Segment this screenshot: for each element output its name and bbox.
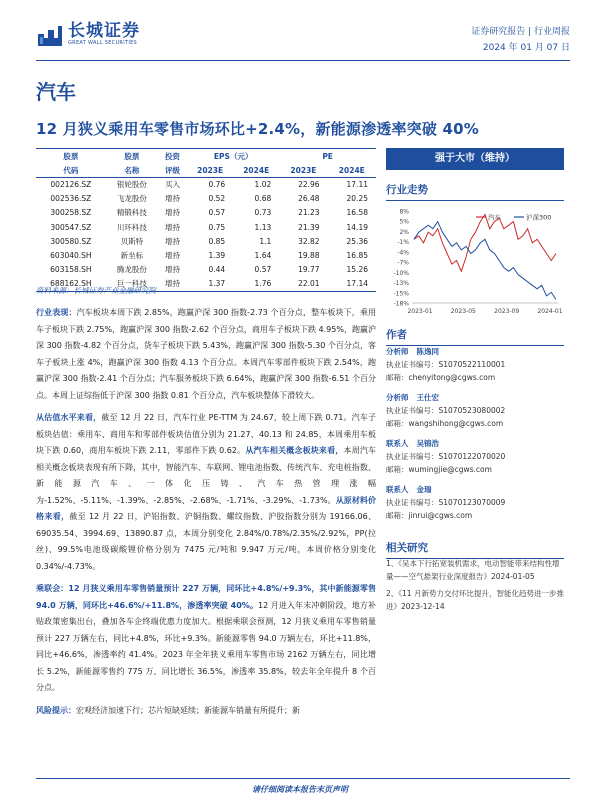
- col-header: 股票: [36, 149, 106, 164]
- rating-badge: 强于大市（维持）: [386, 148, 564, 170]
- author-cert: 执业证书编号：S1070522110001: [386, 360, 506, 369]
- paragraph-risk: [36, 703, 376, 720]
- stock-recommendation-table: [36, 148, 376, 292]
- industry-trend-chart: [386, 205, 564, 320]
- author-cert: 执业证书编号：S1070523080002: [386, 406, 506, 415]
- col-header: 2024E: [233, 163, 279, 178]
- y-tick-label: 8%: [399, 208, 409, 216]
- report-date: 2024 年 01 月 07 日: [482, 43, 570, 53]
- author-name: 吴锦浩: [416, 439, 439, 448]
- author-role: 联系人: [386, 485, 409, 494]
- author-role-line: [386, 483, 564, 496]
- y-tick-label: -13%: [393, 280, 409, 288]
- table-cell: 002536.SZ: [50, 194, 92, 204]
- x-tick-label: 2023-05: [450, 308, 476, 315]
- table-cell: 精锻科技: [116, 208, 147, 218]
- col-header: 评级: [158, 163, 187, 178]
- table-cell: 银轮股份: [116, 180, 147, 190]
- col-header: 股票: [106, 149, 158, 164]
- table-row: [36, 220, 376, 234]
- table-cell: 新坐标: [120, 251, 144, 261]
- table-cell: 21.39: [298, 222, 320, 232]
- table-cell: 0.68: [254, 194, 272, 204]
- author-role: 分析师: [386, 347, 409, 356]
- table-cell: 增持: [165, 265, 181, 275]
- y-tick-label: -15%: [393, 290, 409, 298]
- col-header-eps: EPS（元）: [187, 149, 279, 164]
- y-tick-label: -7%: [397, 259, 409, 267]
- y-tick-label: -4%: [397, 249, 409, 257]
- related-research-item[interactable]: 2、《11 月新势力交付环比提升，智能化趋势进一步推进》2023-12-14: [386, 589, 564, 611]
- table-cell: 腾龙股份: [116, 265, 147, 275]
- table-cell: 0.85: [208, 236, 226, 246]
- x-tick-label: 2023-09: [494, 308, 520, 315]
- author-role-line: [386, 437, 564, 450]
- table-header-row: [36, 149, 376, 164]
- table-cell: 增持: [165, 194, 181, 204]
- paragraph-industry-performance: [36, 305, 376, 404]
- table-cell: 22.01: [279, 277, 327, 291]
- table-cell: 飞龙股份: [116, 194, 147, 204]
- author-email[interactable]: 邮箱：chenyitong@cgws.com: [386, 373, 496, 382]
- paragraph-label: 行业表现：: [36, 308, 77, 317]
- table-cell: 0.57: [208, 208, 226, 218]
- table-cell: 川环科技: [116, 222, 147, 232]
- y-tick-label: 2%: [399, 228, 409, 236]
- table-cell: 0.76: [208, 180, 226, 190]
- table-cell: 买入: [165, 180, 181, 190]
- col-header: 代码: [36, 163, 106, 178]
- table-cell: 19.77: [298, 265, 320, 275]
- paragraph-text: 汽车板块本周下跌 2.85%，跑赢沪深 300 指数-2.73 个百分点，整车板块下，乘用车子板块下跌 2.75%，跑赢沪深 300 指数-2.62 个百分点，商用车子板块下跌 4.95%，跑赢沪深 300 指数-4.82 个百分点，货车子板块下跌 5.43%，跑赢沪深 300 指数-5.30 个百分点，客车子板块上涨 4%，跑赢沪深 300 指数 4.13 个百分点。本周汽车零部件板块下跌 2.54%，跑赢沪深 300 指数-2.41 个百分点；汽车服务板块下跌 6.64%，跑赢沪深 300 指数-6.51 个百分点。本周上证综指低于沪深 300 指数 0.81 个百分点，汽车板块整体下滑较大。: [36, 308, 376, 400]
- y-tick-label: -1%: [397, 239, 409, 247]
- table-cell: 增持: [165, 236, 181, 246]
- paragraph-text: 宏观经济加速下行；芯片短缺延续；新能源车销量有所提升；新: [76, 705, 300, 715]
- company-logo: [36, 20, 140, 48]
- table-cell: 增持: [158, 277, 187, 291]
- col-header: 投资: [158, 149, 187, 164]
- table-row: [36, 263, 376, 277]
- paragraph-label: 从原材料价格来看，: [36, 495, 377, 521]
- table-cell: 002126.SZ: [50, 180, 92, 190]
- author-cert: 执业证书编号：S1070123070009: [386, 498, 506, 507]
- author-name: 金瑞: [416, 485, 432, 494]
- col-header-pe: PE: [279, 149, 376, 164]
- table-cell: 0.73: [254, 208, 272, 218]
- report-meta: [471, 24, 570, 56]
- author-entry: [386, 391, 564, 430]
- table-cell: 300258.SZ: [50, 208, 92, 218]
- report-title: 12 月狭义乘用车零售市场环比+2.4%，新能源渗透率突破 40%: [36, 120, 479, 138]
- paragraph-label: 风险提示：: [36, 705, 76, 715]
- table-cell: 20.25: [346, 194, 368, 204]
- related-research-item[interactable]: 1、《吴本下行拓宽装机需求，电动智能带来结构性增量——空气悬架行业深度报告》2024-01-05: [386, 559, 560, 581]
- paragraph-text: 12 月进入年末冲刺阶段，地方补贴政策密集出台，叠加各车企终端优惠力度加大。根据乘联会预测，12 月狭义乘用车零售销量预计 227 万辆左右，同比+4.8%，环比+9.3%。新能源零售 94.0 万辆左右，环比+11.8%，同比+46.6%，渗透率约 41.4%。2023 年全年狭义乘用车零售市场 2162 万辆左右，同比增长 5.2%，新能源零售约 775 万，同比增长 36.5%，渗透率 35.8%，较去年全年提升 8 个百分点。: [36, 600, 376, 692]
- author-entry: [386, 483, 564, 522]
- footer-disclaimer: 请仔细阅读本报告末页声明: [252, 785, 348, 794]
- x-tick-label: 2023-01: [407, 308, 433, 315]
- table-source: 资料来源：长城证券产业金融研究院: [36, 286, 156, 295]
- related-heading: 相关研究: [386, 540, 564, 559]
- table-row: [36, 248, 376, 262]
- table-cell: 603040.SH: [50, 251, 92, 261]
- author-name: 陈逸同: [416, 347, 439, 356]
- table-cell: 17.11: [346, 180, 368, 190]
- author-role-line: [386, 391, 564, 404]
- table-cell: 19.88: [298, 251, 320, 261]
- table-cell: 0.75: [208, 222, 226, 232]
- series-line-csi300: [414, 222, 556, 300]
- author-name: 王仕宏: [416, 393, 439, 402]
- author-email[interactable]: 邮箱：wangshihong@cgws.com: [386, 419, 504, 428]
- paragraph-text: 截至 12 月 22 日，汽车行业 PE-TTM 为 24.67，较上周下跌 0.71。汽车子板块估值：乘用车、商用车和零部件板块估值分别为 21.27、40.13 和 24.85，本周乘用车板块下跌 0.60，商用车板块下跌 2.11，零部件下跌 0.62。: [36, 413, 377, 455]
- paragraph-valuation: [36, 410, 376, 575]
- table-cell: 14.19: [346, 222, 368, 232]
- table-cell: 688162.SH: [36, 277, 106, 291]
- author-role-line: [386, 345, 564, 358]
- paragraph-label: 从估值水平来看，: [36, 413, 102, 422]
- author-list: [386, 345, 564, 529]
- author-cert: 执业证书编号：S1070122070020: [386, 452, 506, 461]
- y-tick-label: 5%: [399, 218, 409, 226]
- table-cell: 巨一科技: [106, 277, 158, 291]
- table-cell: 1.76: [233, 277, 279, 291]
- table-cell: 1.13: [254, 222, 272, 232]
- table-cell: 1.02: [254, 180, 272, 190]
- table-cell: 17.14: [328, 277, 376, 291]
- logo-chinese-name: 长城证券: [68, 20, 140, 41]
- table-row: [36, 178, 376, 192]
- author-entry: [386, 437, 564, 476]
- paragraph-cpca: [36, 581, 376, 697]
- author-role: 联系人: [386, 439, 409, 448]
- table-row: [36, 206, 376, 220]
- trend-heading: 行业走势: [386, 182, 564, 201]
- paragraph-text: 截至 12 月 22 日，沪铝指数、沪铜指数、螺纹指数、沪胶指数分别为 19166.06、69035.54、3994.69、13890.87 点，本周分别变化 2.84%/0.78%/2.35%/2.92%，PP(拉丝)、99.5%电池级碳酸锂价格分别为 7475 元/吨和 9.947 万元/吨，本周价格分别变化 0.34%/-4.73%。: [36, 512, 377, 571]
- y-tick-label: -18%: [393, 300, 409, 308]
- paragraph-label: 乘联会：12 月狭义乘用车零售销量预计 227 万辆，同环比+4.8%/+9.3%，其中新能源零售 94.0 万辆，同环比+46.6%/+11.8%，渗透率突破 40%。: [36, 584, 376, 610]
- table-cell: 22.96: [298, 180, 320, 190]
- table-row: [36, 234, 376, 248]
- y-tick-label: -10%: [393, 269, 409, 277]
- report-body: [36, 305, 376, 725]
- header-divider: [36, 60, 570, 61]
- col-header: 名称: [106, 163, 158, 178]
- author-role: 分析师: [386, 393, 409, 402]
- paragraph-label: 从汽车相关概念板块来看，: [245, 446, 344, 455]
- table-cell: 21.23: [298, 208, 320, 218]
- table-cell: 贝斯特: [120, 236, 144, 246]
- author-email[interactable]: 邮箱：wumingjie@cgws.com: [386, 465, 492, 474]
- table-cell: 32.82: [298, 236, 320, 246]
- table-cell: 16.85: [346, 251, 368, 261]
- legend-label: 汽车: [488, 213, 501, 222]
- author-entry: [386, 345, 564, 384]
- table-cell: 1.1: [259, 236, 272, 246]
- table-cell: 增持: [165, 222, 181, 232]
- legend-label: 沪深300: [526, 213, 552, 222]
- footer-divider: [36, 778, 570, 779]
- great-wall-logo-icon: [36, 20, 64, 48]
- logo-english-name: GREAT WALL SECURITIES: [68, 39, 138, 46]
- sector-title: 汽车: [36, 80, 76, 104]
- table-cell: 603158.SH: [50, 265, 92, 275]
- author-email[interactable]: 邮箱：jinrui@cgws.com: [386, 511, 473, 520]
- table-cell: 0.44: [208, 265, 226, 275]
- table-cell: 1.37: [187, 277, 233, 291]
- table-cell: 300547.SZ: [50, 222, 92, 232]
- table-cell: 300580.SZ: [50, 236, 92, 246]
- related-research-list: [386, 557, 564, 617]
- authors-heading: 作者: [386, 327, 564, 346]
- col-header: 2024E: [328, 163, 376, 178]
- table-cell: 26.48: [298, 194, 320, 204]
- table-cell: 1.39: [208, 251, 226, 261]
- report-type: 证券研究报告 | 行业周报: [471, 27, 570, 37]
- table-cell: 1.64: [254, 251, 272, 261]
- table-cell: 25.36: [346, 236, 368, 246]
- table-row: [36, 192, 376, 206]
- table-cell: 0.52: [208, 194, 226, 204]
- table-cell: 增持: [165, 251, 181, 261]
- series-line-auto: [414, 215, 556, 272]
- col-header: 2023E: [187, 163, 233, 178]
- table-cell: 16.58: [346, 208, 368, 218]
- page-header: [0, 0, 600, 60]
- x-tick-label: 2024-01: [537, 308, 563, 315]
- table-cell: 15.26: [346, 265, 368, 275]
- table-header-row: [36, 163, 376, 178]
- table-cell: 0.57: [254, 265, 272, 275]
- table-cell: 增持: [165, 208, 181, 218]
- col-header: 2023E: [279, 163, 327, 178]
- paragraph-text: 本周汽车相关概念板块表现有所下降，其中，智能汽车、车联网、锂电池指数、传统汽车、充电桩指数、新能源汽车、一体化压铸、汽车热管理涨幅为-1.52%、-5.11%、-1.39%、-2.85%、-2.68%、-1.71%、-3.29%、-1.73%。: [36, 446, 377, 505]
